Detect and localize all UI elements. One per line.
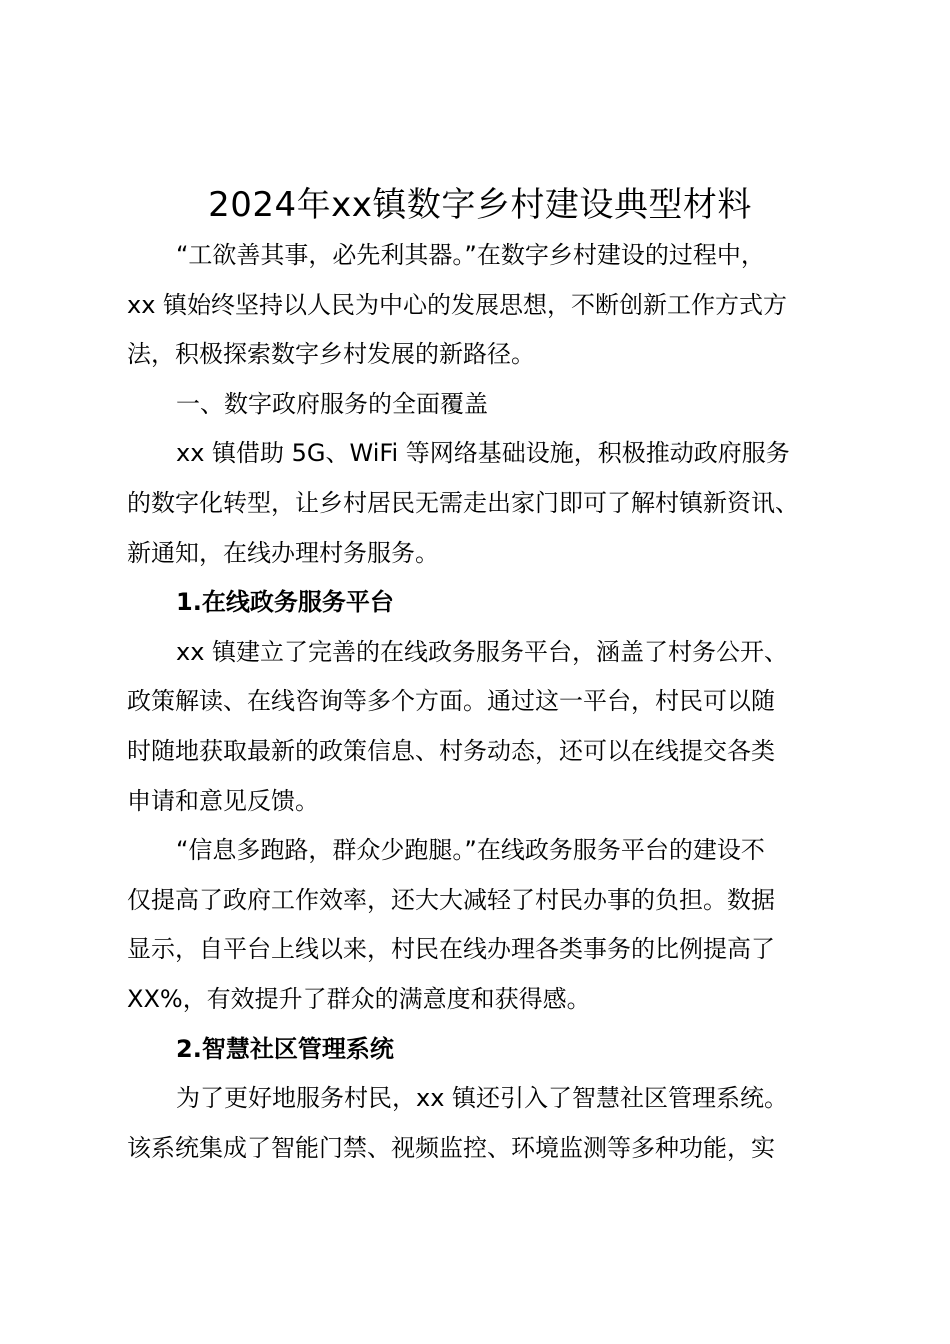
paragraph-line: 仅提高了政府工作效率，还大大减轻了村民办事的负担。数据 (127, 885, 775, 914)
paragraph-line: “信息多跑路，群众少跑腿。”在线政务服务平台的建设不 (176, 836, 765, 865)
paragraph-line: 显示，自平台上线以来，村民在线办理各类事务的比例提高了 (127, 935, 775, 964)
document-title: 2024年xx镇数字乡村建设典型材料 (208, 185, 752, 225)
paragraph-line: xx 镇始终坚持以人民为中心的发展思想，不断创新工作方式方 (127, 290, 788, 319)
paragraph-line: 该系统集成了智能门禁、视频监控、环境监测等多种功能，实 (127, 1133, 775, 1162)
paragraph-line: 申请和意见反馈。 (127, 786, 319, 815)
section-heading: 一、数字政府服务的全面覆盖 (176, 389, 488, 418)
paragraph-line: 时随地获取最新的政策信息、村务动态，还可以在线提交各类 (127, 736, 775, 765)
subsection-heading: 1.在线政务服务平台 (176, 588, 394, 617)
paragraph-line: xx 镇借助 5G、WiFi 等网络基础设施，积极推动政府服务 (176, 439, 790, 468)
document-body (127, 231, 857, 1173)
paragraph-line: 法，积极探索数字乡村发展的新路径。 (127, 340, 535, 369)
subsection-heading: 2.智慧社区管理系统 (176, 1034, 394, 1063)
paragraph-line: 新通知，在线办理村务服务。 (127, 538, 439, 567)
paragraph-line: “工欲善其事，必先利其器。”在数字乡村建设的过程中， (176, 241, 765, 269)
paragraph-line: xx 镇建立了完善的在线政务服务平台，涵盖了村务公开、 (176, 637, 789, 666)
paragraph-line: XX%，有效提升了群众的满意度和获得感。 (127, 984, 591, 1013)
paragraph-line: 政策解读、在线咨询等多个方面。通过这一平台，村民可以随 (127, 687, 775, 716)
paragraph-line: 为了更好地服务村民，xx 镇还引入了智慧社区管理系统。 (176, 1084, 789, 1113)
paragraph-line: 的数字化转型，让乡村居民无需走出家门即可了解村镇新资讯、 (127, 488, 799, 517)
